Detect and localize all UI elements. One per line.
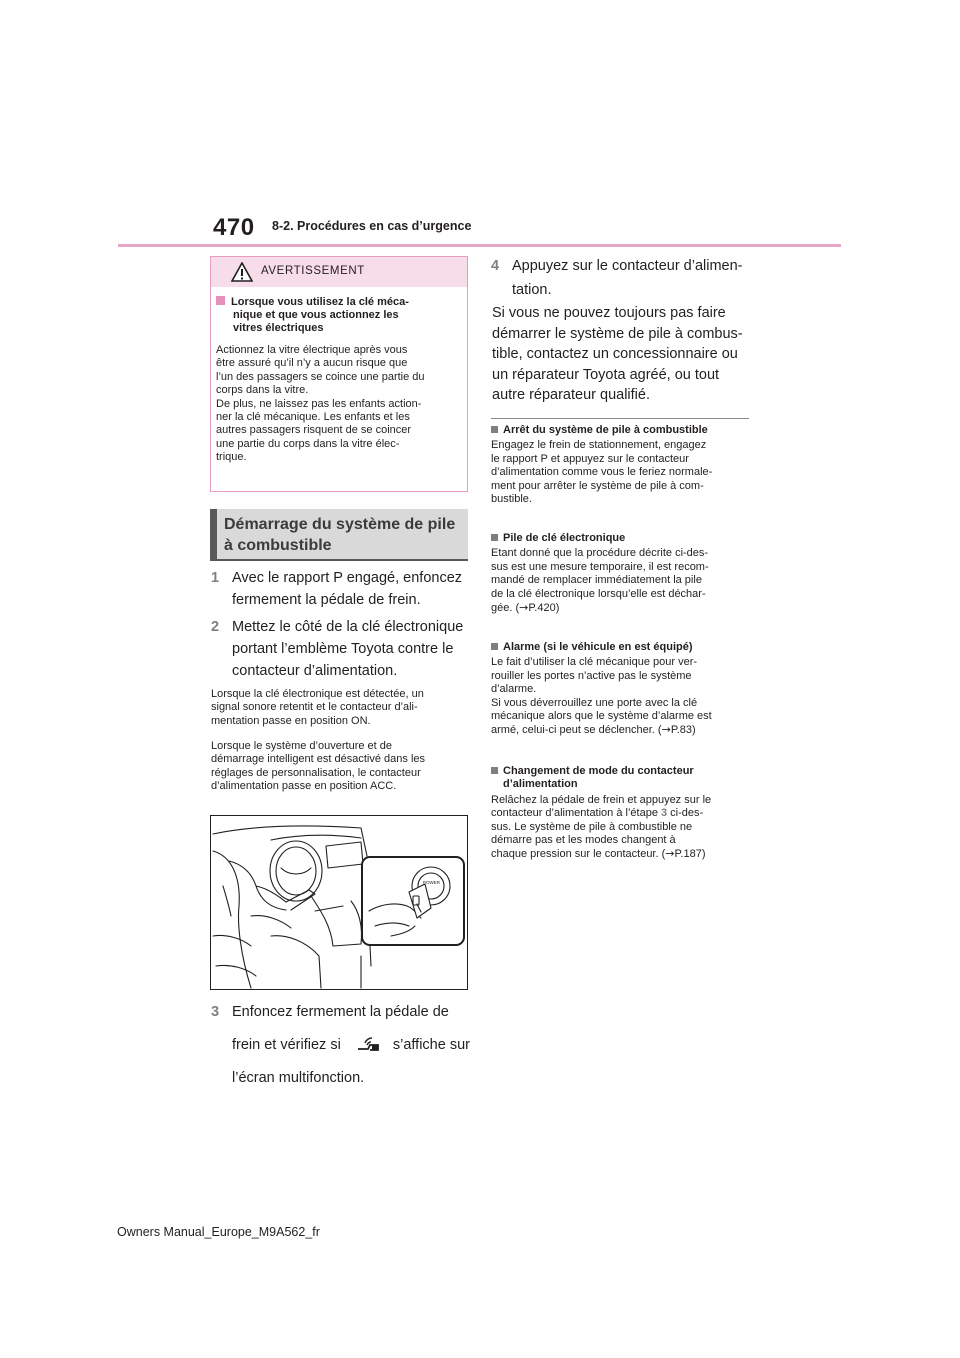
warning-header (211, 257, 467, 287)
heading-line-2: à combustible (224, 537, 332, 554)
bullet-square-icon (491, 534, 498, 541)
page-reference[interactable]: P.420 (528, 602, 556, 615)
warning-subtitle: Lorsque vous utilisez la clé méca- nique et que vous actionnez les vitres électriques (216, 296, 461, 335)
warning-body: Actionnez la vitre électrique après vous être assuré qu’il n’y a aucun risque que l’un des passagers se coince une partie du corps dans la vitre. De plus, ne laissez pas les enfants action- ner la clé mécanique. Les enfants et les autres passagers risquent de se coincer une partie du corps dans la vitre élec- trique. (216, 344, 425, 464)
warning-triangle-icon (231, 262, 253, 282)
step-2: 2 Mettez le côté de la clé électronique portant l’emblème Toyota contre le contacteur d’alimentation. (211, 616, 471, 682)
subsection-title: Changement de mode du contacteur d’alimentation (491, 765, 753, 792)
page-reference[interactable]: P.83 (670, 724, 693, 737)
heading-underline (210, 559, 468, 561)
header-rule (118, 244, 841, 247)
bullet-square-icon (216, 296, 225, 305)
section-heading (210, 509, 468, 560)
step-reference-number: 3 (661, 807, 668, 820)
page-reference[interactable]: P.187 (674, 848, 702, 861)
divider-rule (491, 418, 749, 419)
subsection-key-battery: Pile de clé électronique Etant donné que la procédure décrite ci-des- sus est une mesure temporaire, il est recom- mandé de remplacer immédiatement la pile de la clé électronique lorsqu’elle est déchar- gée. (→P.420) (491, 532, 753, 615)
page-ref-arrow-icon: → (665, 847, 675, 861)
subsection-alarm: Alarme (si le véhicule en est équipé) Le fait d’utiliser la clé mécanique pour ver- rouiller les portes n’active pas le système d’alarme. Si vous déverrouillez une porte avec la clé mécanique alors que le système d’alarme est armé, celui-ci peut se déclencher. (→P.83) (491, 641, 753, 738)
inset-closeup (361, 856, 465, 946)
step-number: 3 (211, 1004, 220, 1020)
illustration-key-to-power-switch (210, 815, 468, 990)
page-number: 470 (213, 214, 255, 241)
bullet-square-icon (491, 767, 498, 774)
page-ref-arrow-icon: → (661, 723, 671, 737)
subsection-fuel-cell-stop: Arrêt du système de pile à combustible Engagez le frein de stationnement, engagez le rapport P et appuyez sur le contacteur d’alimentation comme vous le feriez normale- ment pour arrêter le système de pile à com- bustible. (491, 424, 753, 506)
step-3: 3 Enfoncez fermement la pédale de frein et vérifiez si s’affiche sur l’écran multifonction. (211, 996, 473, 1095)
section-title: 8-2. Procédures en cas d’urgence (272, 219, 472, 233)
subsection-title: Pile de clé électronique (491, 532, 753, 545)
subsection-power-mode-change: Changement de mode du contacteur d’alimentation Relâchez la pédale de frein et appuyez sur le contacteur d’alimentation à l’étape 3 ci-des- sus. Le système de pile à combustible ne démarre pas et les modes changent à chaque pression sur le contacteur. (→P.187) (491, 765, 753, 862)
step-number: 2 (211, 619, 220, 635)
heading-line-1: Démarrage du système de pile (224, 516, 456, 533)
subsection-title: Alarme (si le véhicule en est équipé) (491, 641, 753, 654)
bullet-square-icon (491, 643, 498, 650)
key-indicator-icon (356, 1036, 380, 1052)
subsection-title: Arrêt du système de pile à combustible (491, 424, 753, 437)
note-paragraph-2: Lorsque le système d’ouverture et de démarrage intelligent est désactivé dans les réglages de personnalisation, le contacteur d’alimentation passe en position ACC. (211, 740, 426, 793)
step-number: 4 (491, 258, 500, 274)
page-ref-arrow-icon: → (519, 601, 529, 615)
bullet-square-icon (491, 426, 498, 433)
step-number: 1 (211, 570, 220, 586)
footer-document-id: Owners Manual_Europe_M9A562_fr (117, 1225, 320, 1239)
warning-title: AVERTISSEMENT (261, 265, 365, 277)
fallback-paragraph: Si vous ne pouvez toujours pas faire démarrer le système de pile à combus- tible, contactez un concessionnaire ou un réparateur Toyota agréé, ou tout autre réparateur qualifié. (492, 305, 743, 403)
note-paragraph-1: Lorsque la clé électronique est détectée, un signal sonore retentit et le contacteur d’ali- mentation passe en position ON. (211, 688, 424, 727)
step-1: 1 Avec le rapport P engagé, enfoncez fermement la pédale de frein. (211, 567, 471, 611)
step-4: 4 Appuyez sur le contacteur d’alimen- tation. (491, 254, 753, 302)
power-label: POWER (423, 880, 441, 885)
warning-box (210, 256, 468, 492)
heading-accent-bar (210, 509, 217, 560)
